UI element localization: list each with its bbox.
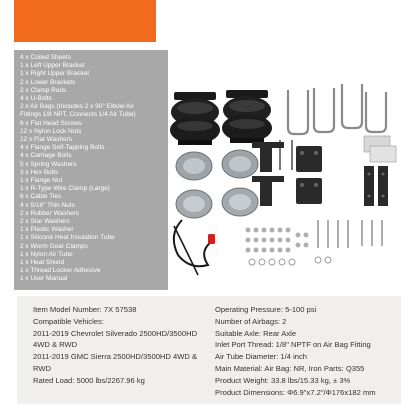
hardware-washers	[249, 257, 331, 265]
parts-list-item: 2 x Clamp Rods	[20, 86, 67, 94]
parts-list-item: 2 x Star Washers	[20, 218, 70, 226]
parts-list-item: 4 x Coiled Sheets	[20, 54, 71, 61]
parts-list-item: 2 x Worm Gear Clamps	[20, 242, 88, 250]
parts-list	[20, 54, 170, 284]
spec-item: 4WD & RWD	[33, 340, 78, 350]
spec-item: Main Material: Air Bag: NR, Iron Parts: Q355	[215, 363, 365, 373]
hardware-nuts	[246, 228, 309, 253]
parts-list-item: 4 x Flange Self-Tapping Bolts	[20, 144, 105, 152]
parts-list-item: 5 x Spring Washers	[20, 160, 77, 168]
spec-item: RWD	[33, 363, 51, 373]
parts-list-item: 1 x Thread Locker Adhesive	[20, 267, 101, 275]
specifications-panel	[17, 296, 401, 404]
spec-item: Number of Airbags: 2	[215, 316, 287, 326]
parts-list-item: 1 x Silicone Heat Insulation Tube	[20, 234, 115, 242]
parts-list-item: 1 x Heat Shield	[20, 259, 65, 267]
parts-list-item: 2 x Lower Brackets	[20, 78, 76, 86]
parts-list-item: 12 x Flat Washers	[20, 136, 73, 144]
parts-list-item: 6 x Flat Head Screws	[20, 119, 82, 127]
air-tube	[174, 220, 215, 275]
spec-item: Inlet Port Thread: 1/8" NPTF on Air Bag Fitting	[215, 340, 371, 350]
spec-item: Product Weight: 33.8 lbs/15.33 kg, ± 3%	[215, 375, 351, 385]
spec-item: Item Model Number: 7X 57538	[33, 305, 137, 314]
parts-list-item: 6 x Cable Ties	[20, 193, 62, 201]
parts-list-item: 1 x Plastic Washer	[20, 226, 74, 234]
air-bag-left	[170, 92, 220, 145]
spec-item: Operating Pressure: 5-100 psi	[215, 305, 317, 314]
parts-list-item: 4 x Carriage Bolts	[20, 152, 72, 160]
specs-right-column	[215, 304, 399, 398]
parts-list-item: 1 x R-Type Wire Clamp (Large)	[20, 185, 110, 193]
parts-list-item: 12 x Nylon Lock Nuts	[20, 127, 82, 135]
parts-list-item: 1 x Nylon Air Tube	[20, 250, 73, 258]
parts-list-item: 2 x Rubber Washers	[20, 209, 80, 217]
parts-list-item: 1 x Right Upper Bracket	[20, 70, 90, 78]
spec-item: 2011-2019 GMC Sierra 2500HD/3500HD 4WD &	[33, 352, 198, 362]
spec-item: Compatible Vehicles:	[33, 316, 104, 326]
parts-list-item: 1 x User Manual	[20, 275, 68, 283]
brand-accent-bar	[14, 0, 156, 42]
spec-item: Product Dimensions: Φ6.9"x7.2"/Φ176x182 mm	[215, 387, 376, 397]
parts-list-item: 1 x Left Upper Bracket	[20, 62, 85, 70]
hardware-bolts	[318, 220, 382, 248]
parts-list-item: 4 x U-Bolts	[20, 95, 52, 103]
specs-left-column	[33, 304, 211, 387]
spec-item: 2011-2019 Chevrolet Silverado 2500HD/3500HD	[33, 328, 198, 338]
parts-list-item: 4 x 5/16" Thin Nuts	[20, 201, 75, 209]
spec-item: Air Tube Diameter: 1/4 inch	[215, 352, 308, 362]
parts-list-item: 3 x Hex Bolts	[20, 168, 59, 176]
product-photo	[168, 70, 408, 295]
air-bag-right	[222, 90, 272, 143]
parts-list-item: Fittings 1/8 NPT, Connects 1/4 Air Tube)	[20, 111, 136, 119]
u-bolts	[288, 84, 386, 134]
mounting-plates	[364, 136, 396, 162]
heat-shields	[176, 150, 258, 218]
parts-list-item: 2 x Air Bags (Includes 2 x 90° Elbow Air	[20, 103, 134, 111]
parts-list-item: 1 x Flange Nut	[20, 177, 63, 185]
spec-item: Suitable Axle: Rear Axle	[215, 328, 297, 338]
spec-item: Rated Load: 5000 lbs/2267.96 kg	[33, 375, 145, 385]
